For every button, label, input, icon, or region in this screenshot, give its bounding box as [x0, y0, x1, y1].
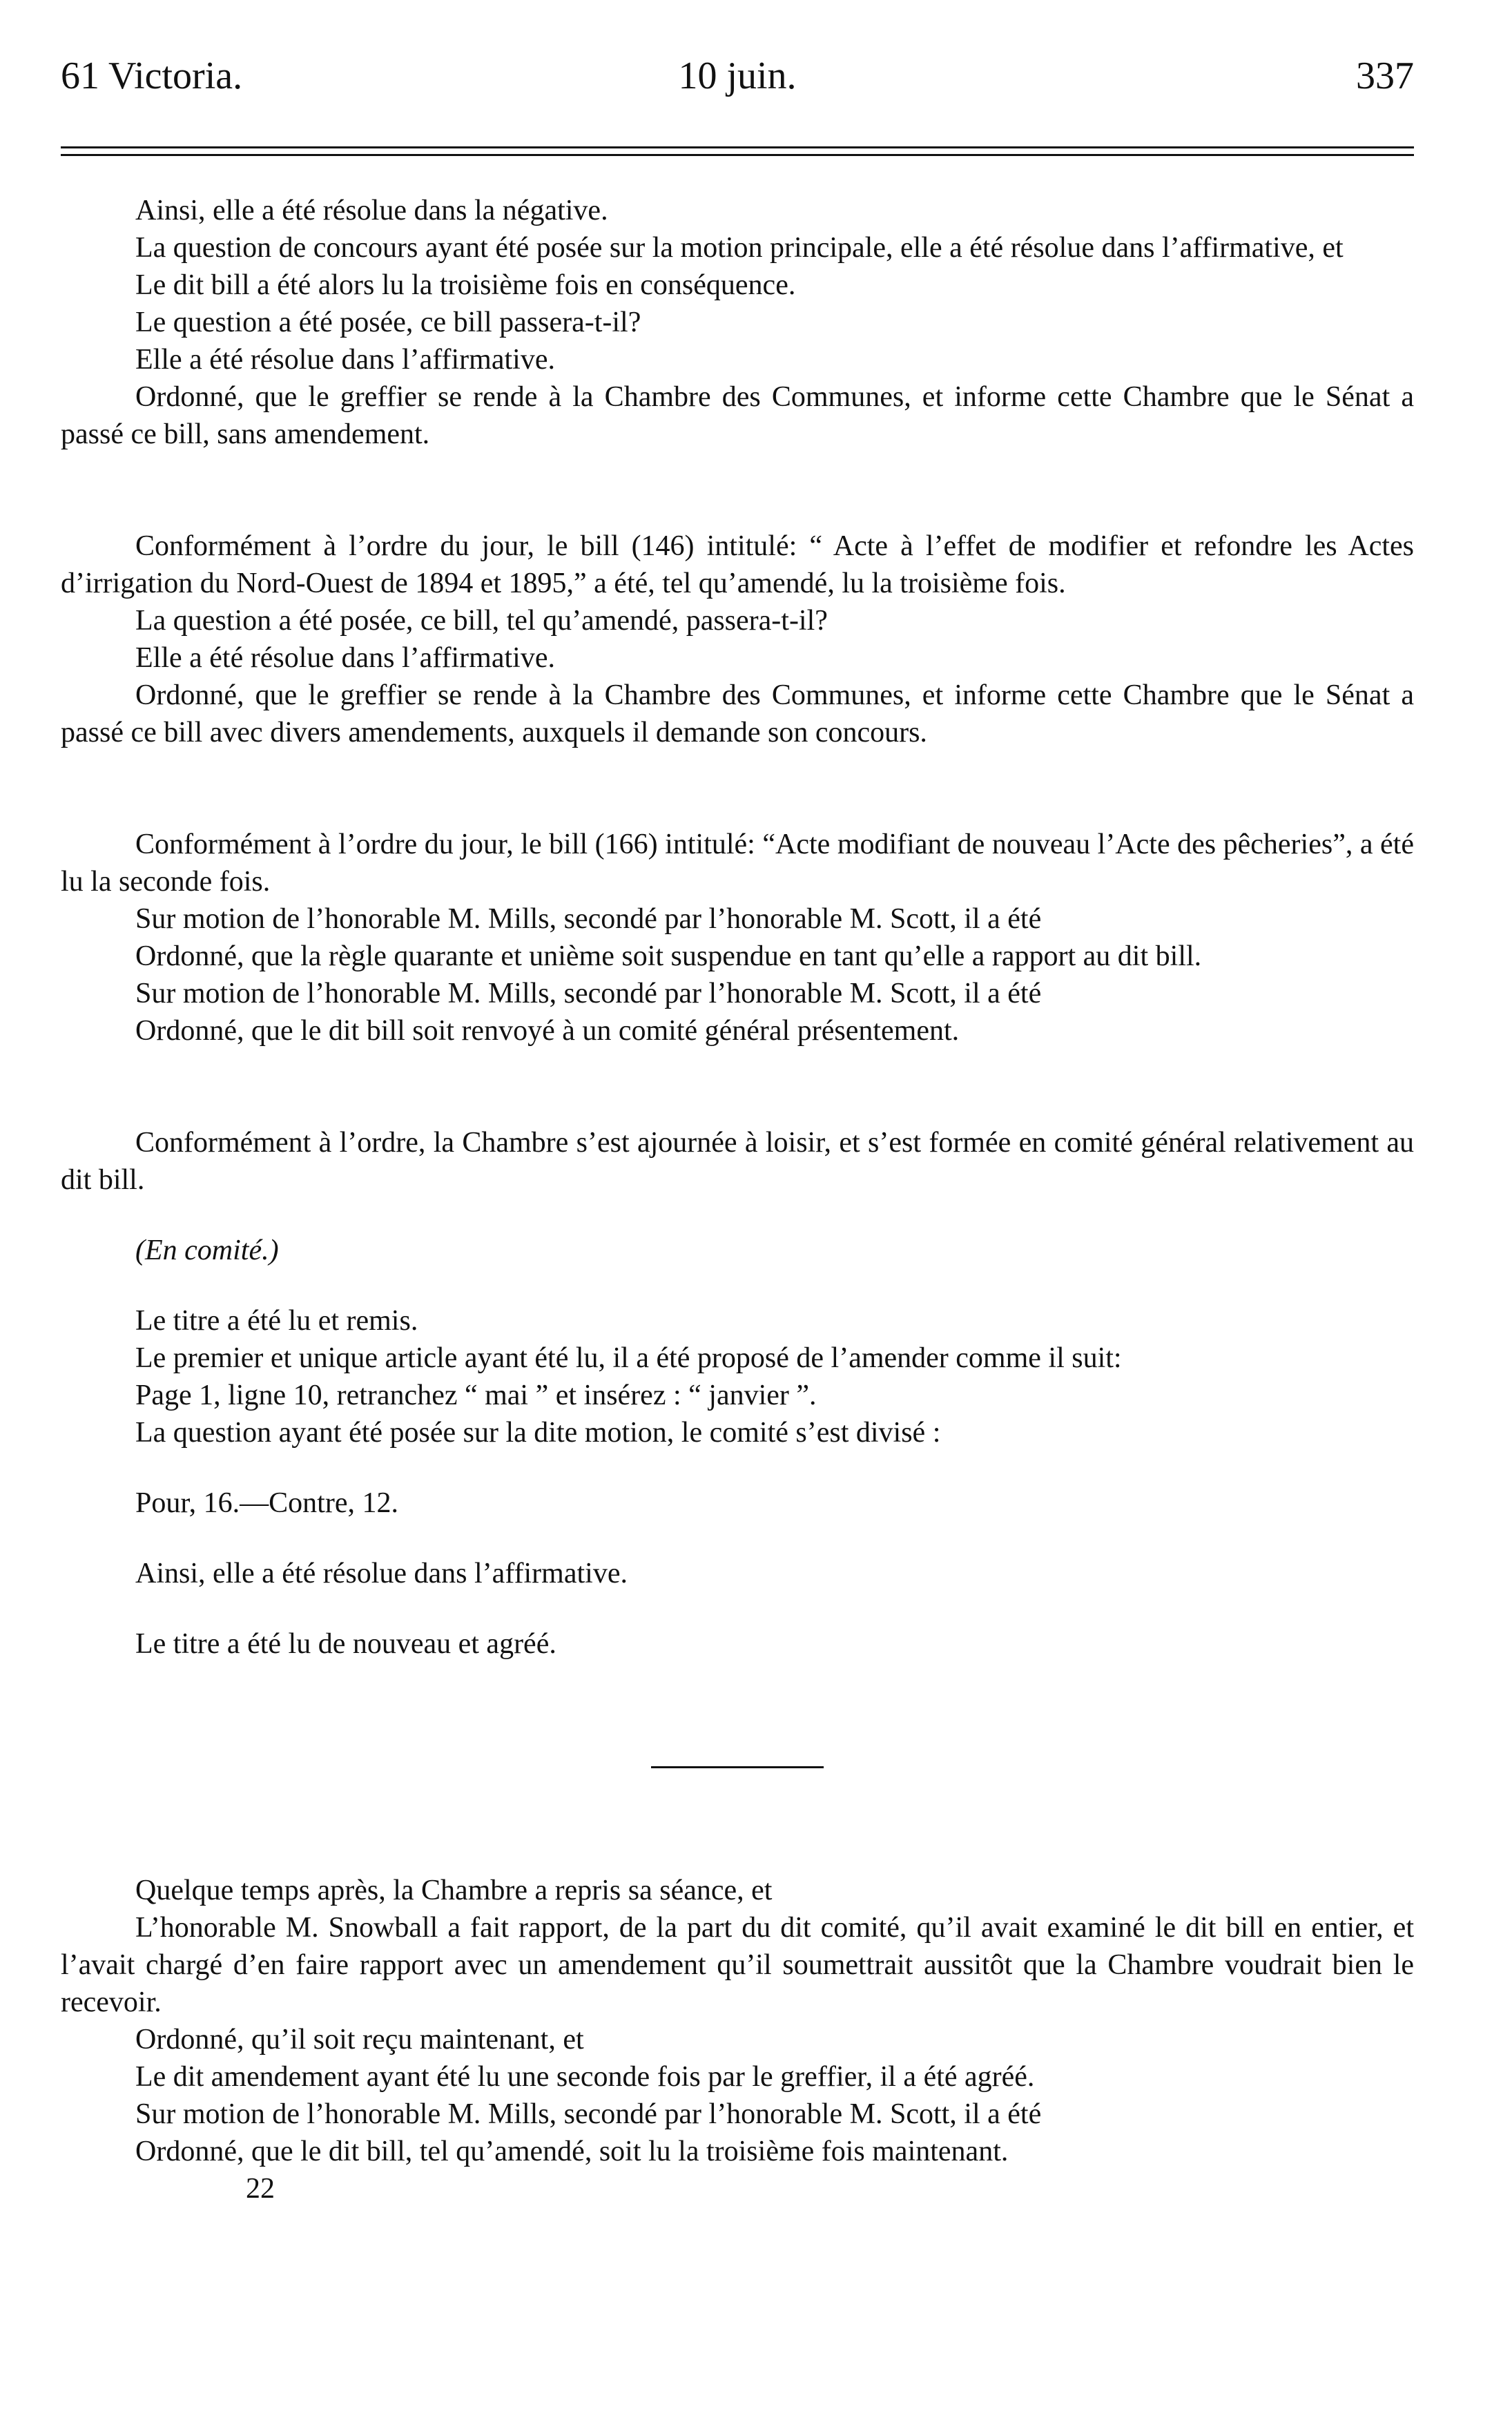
paragraph: Elle a été résolue dans l’affirmative. — [135, 642, 555, 674]
paragraph: Page 1, ligne 10, retranchez “ mai ” et insérez : “ janvier ”. — [135, 1380, 817, 1411]
spacer — [61, 453, 1414, 528]
paragraph: Ordonné, que le greffier se rende à la Chambre des Communes, et informe cette Chambre que le Sénat a passé ce bill, sans amendement. — [61, 381, 1414, 450]
paragraph: La question a été posée, ce bill, tel qu’amendé, passera-t-il? — [135, 605, 828, 637]
paragraph: Le question a été posée, ce bill passera-t-il? — [135, 307, 641, 338]
spacer — [61, 751, 1414, 826]
paragraph: Le dit amendement ayant été lu une seconde fois par le greffier, il a été agréé. — [135, 2061, 1035, 2093]
paragraph: Le premier et unique article ayant été lu, il a été proposé de l’amender comme il suit: — [135, 1342, 1122, 1374]
title-agreed: Le titre a été lu de nouveau et agréé. — [135, 1628, 556, 1660]
header-double-rule — [61, 146, 1414, 156]
spacer — [61, 1663, 1414, 1766]
section-report — [61, 1872, 1414, 2170]
spacer — [61, 1199, 1414, 1232]
paragraph: Ordonné, que le greffier se rende à la Chambre des Communes, et informe cette Chambre que le Sénat a passé ce bill avec divers amendements, auxquels il demande son concours. — [61, 679, 1414, 748]
paragraph: Le titre a été lu et remis. — [135, 1305, 418, 1337]
paragraph: L’honorable M. Snowball a fait rapport, de la part du dit comité, qu’il avait examiné le dit bill en entier, et l’avait chargé d’en faire rapport avec un amendement qu’il soumettrait aussitôt que la Chambre voudrait bien le recevoir. — [61, 1912, 1414, 2018]
paragraph: Sur motion de l’honorable M. Mills, secondé par l’honorable M. Scott, il a été — [135, 2098, 1042, 2130]
section-third-reading-result — [61, 192, 1414, 453]
paragraph: Conformément à l’ordre, la Chambre s’est ajournée à loisir, et s’est formée en comité général relativement au dit bill. — [61, 1127, 1414, 1196]
running-header — [61, 54, 1414, 109]
paragraph: Sur motion de l’honorable M. Mills, secondé par l’honorable M. Scott, il a été — [135, 978, 1042, 1009]
paragraph: Conformément à l’ordre du jour, le bill (166) intitulé: “Acte modifiant de nouveau l’Acte des pêcheries”, a été lu la seconde fois. — [61, 829, 1414, 898]
signature-mark: 22 — [246, 2173, 275, 2205]
paragraph: Ordonné, que le dit bill, tel qu’amendé, soit lu la troisième fois maintenant. — [135, 2136, 1009, 2167]
spacer — [61, 1768, 1414, 1872]
spacer — [61, 1269, 1414, 1302]
spacer — [61, 1050, 1414, 1124]
paragraph: Ainsi, elle a été résolue dans la négative. — [135, 195, 608, 226]
paragraph: Quelque temps après, la Chambre a repris sa séance, et — [135, 1875, 773, 1906]
section-committee — [61, 1302, 1414, 1451]
header-session: 61 Victoria. — [61, 55, 243, 97]
paragraph: La question de concours ayant été posée sur la motion principale, elle a été résolue dans l’affirmative, et — [135, 232, 1344, 264]
journal-body — [61, 192, 1414, 2207]
spacer — [61, 1451, 1414, 1484]
paragraph: Ordonné, que la règle quarante et unième soit suspendue en tant qu’elle a rapport au dit bill. — [135, 940, 1202, 972]
paragraph: Conformément à l’ordre du jour, le bill (146) intitulé: “ Acte à l’effet de modifier et refondre les Actes d’irrigation du Nord-Ouest de 1894 et 1895,” a été, tel qu’amendé, lu la troisième fois. — [61, 530, 1414, 599]
paragraph: Ordonné, que le dit bill soit renvoyé à un comité général présentement. — [135, 1015, 960, 1047]
section-adjournment — [61, 1124, 1414, 1199]
committee-heading: (En comité.) — [135, 1235, 279, 1266]
section-bill-166 — [61, 826, 1414, 1050]
paragraph: La question ayant été posée sur la dite motion, le comité s’est divisé : — [135, 1417, 941, 1449]
section-bill-146 — [61, 528, 1414, 751]
paragraph: Elle a été résolue dans l’affirmative. — [135, 344, 555, 376]
paragraph: Sur motion de l’honorable M. Mills, secondé par l’honorable M. Scott, il a été — [135, 903, 1042, 935]
spacer — [61, 1592, 1414, 1625]
paragraph: Le dit bill a été alors lu la troisième fois en conséquence. — [135, 269, 796, 301]
header-date: 10 juin. — [678, 55, 797, 97]
paragraph: Ordonné, qu’il soit reçu maintenant, et — [135, 2024, 584, 2056]
vote-result: Ainsi, elle a été résolue dans l’affirmative. — [135, 1558, 628, 1589]
spacer — [61, 1522, 1414, 1555]
vote-count: Pour, 16.—Contre, 12. — [135, 1487, 398, 1519]
page-number: 337 — [1356, 55, 1414, 97]
